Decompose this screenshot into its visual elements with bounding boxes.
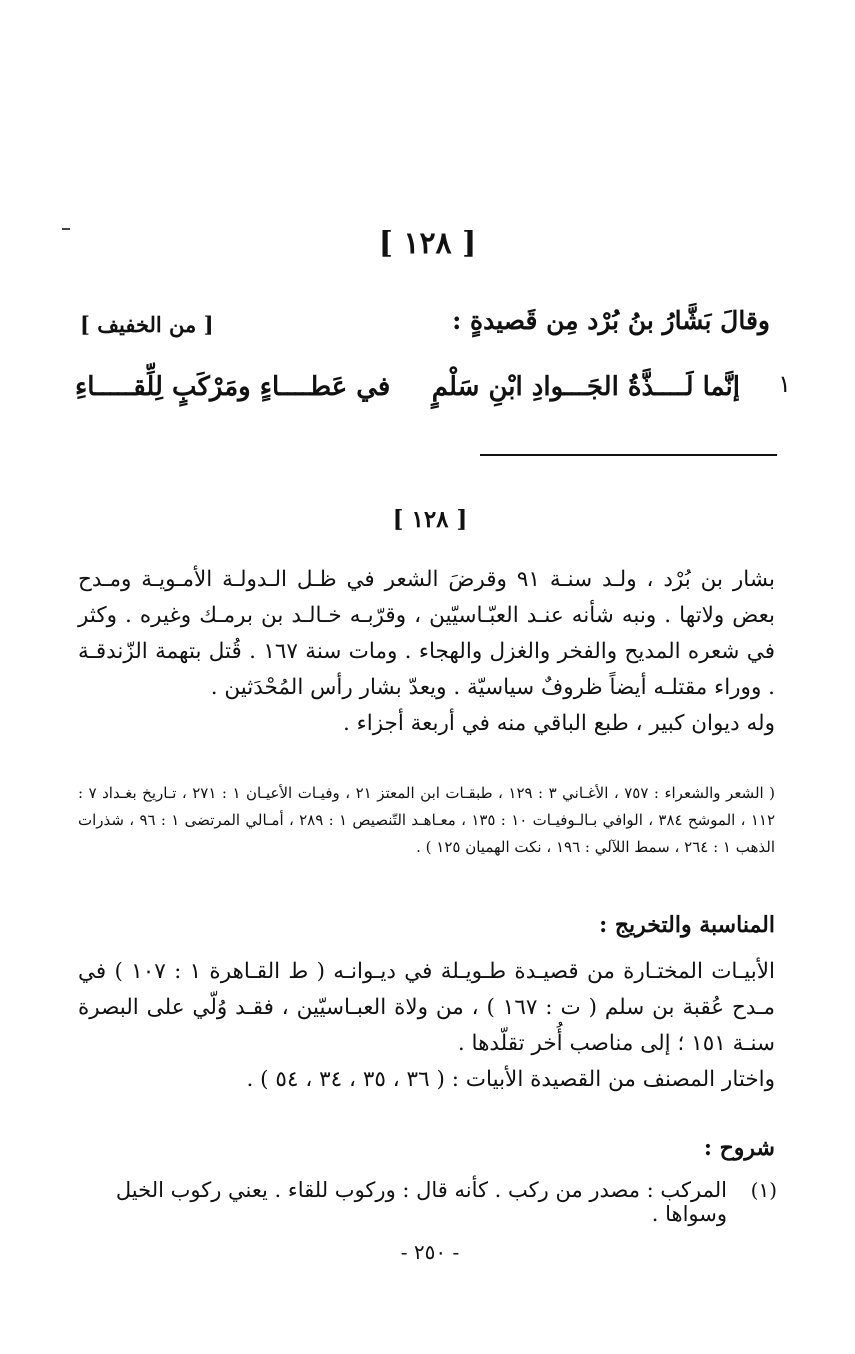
stray-ink-mark xyxy=(62,228,70,230)
verse-second-hemistich: في عَطــــاءٍ ومَرْكَبٍ لِلِّقـــــاءِ xyxy=(75,372,391,402)
munasaba-paragraph: واختار المصنف من القصيدة الأبيات : ( ٣٦ ، ٣٥ ، ٣٤ ، ٥٤ ) . xyxy=(246,1067,775,1092)
munasaba-heading: المناسبة والتخريج : xyxy=(599,912,775,938)
verse-number: ١ xyxy=(778,370,791,398)
poetic-meter-label: [ من الخفيف ] xyxy=(80,312,214,337)
poem-number-heading: [ ١٢٨ ] xyxy=(378,226,477,261)
page-number: - ٢٥٠ - xyxy=(400,1240,460,1264)
biography-sources xyxy=(78,780,775,861)
poem-introduction: وقالَ بَشَّارُ بنُ بُرْد مِن قَصيدةٍ : xyxy=(452,306,770,335)
poet-biography xyxy=(78,562,775,742)
footnote-divider-rule xyxy=(480,454,777,456)
munasaba-paragraph: الأبيـات المختـارة من قصيـدة طـويـلة في ديـوانـه ( ط القـاهرة ١ : ١٠٧ ) في مـدح عُقبة بن سلم ( ت : ١٦٧ ) ، من ولاة العبـاسيّين ، فقـد وُلّي على البصرة سنـة ١٥١ ؛ إلى مناصب أُخر تقلّدها . xyxy=(78,959,775,1056)
notes-number-heading: [ ١٢٨ ] xyxy=(392,506,468,533)
sources-text: ( الشعر والشعراء : ٧٥٧ ، الأغـاني ٣ : ١٢٩ ، طبقـات ابن المعتز ٢١ ، وفيـات الأعيـان ١ : ٢٧١ ، تـاريخ بغـداد ٧ : ١١٢ ، الموشح ٣٨٤ ، الوافي بـالـوفيـات ١٠ : ١٣٥ ، معـاهـد التّنصيص ١ : ٢٨٩ ، أمـالي المرتضى ١ : ٩٦ ، شذرات الذهب ١ : ٢٦٤ ، سمط اللآلي : ١٩٦ ، نكت الهميان ١٢٥ ) . xyxy=(78,784,776,856)
gloss-number: (١) xyxy=(750,1178,777,1202)
shuruh-heading: شروح : xyxy=(703,1135,775,1161)
biography-paragraph: وله ديوان كبير ، طبع الباقي منه في أربعة أجزاء . xyxy=(342,711,775,736)
verse-first-hemistich: إنَّما لَــــذَّةُ الجَـــوادِ ابْنِ سَلْمٍ xyxy=(431,372,740,402)
gloss-text: المركب : مصدر من ركب . كأنه قال : وركوب للقاء . يعني ركوب الخيل وسواها . xyxy=(115,1178,727,1226)
munasaba-body xyxy=(78,954,775,1098)
biography-paragraph: بشار بن بُرْد ، ولـد سنـة ٩١ وقرضَ الشعر في ظـل الـدولـة الأمـويـة ومـدح بعض ولاتها . ونبه شأنه عنـد العبّـاسيّين ، وقرّبـه خـالـد بن برمـك وغيره . وكثر في شعره المديح والفخر والغزل والهجاء . ومات سنة ١٦٧ . قُتل بتهمة الزّندقـة . ووراء مقتلـه أيضاً ظروفٌ سياسيّة . ويعدّ بشار رأس المُحْدَثين . xyxy=(78,567,775,700)
